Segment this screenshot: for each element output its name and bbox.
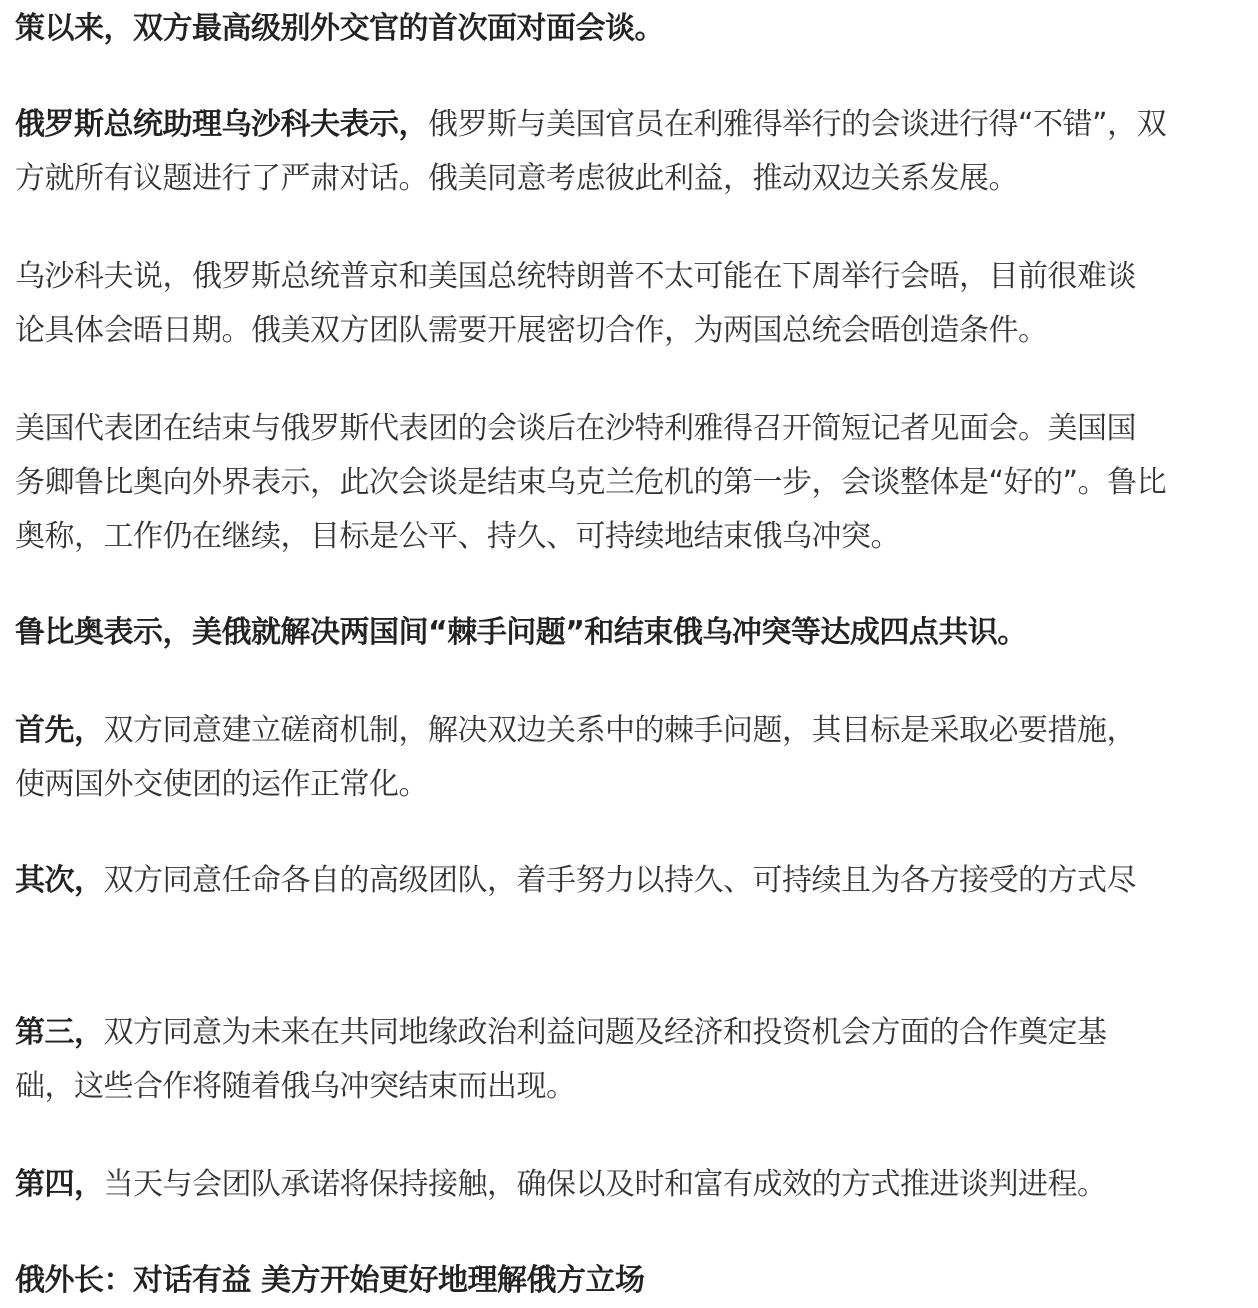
paragraph-point-third: [15, 1006, 1107, 1114]
paragraph-lead: 俄罗斯总统助理乌沙科夫表示，: [15, 107, 428, 142]
paragraph-us-delegation: [15, 402, 1166, 564]
paragraph-line: [15, 98, 1166, 152]
paragraph-text: 俄罗斯与美国官员在利雅得举行的会谈进行得“不错”，双: [428, 107, 1167, 142]
paragraph-line: 方就所有议题进行了严肃对话。俄美同意考虑彼此利益，推动双边关系发展。: [15, 161, 1018, 196]
paragraph-lead: 其次，: [15, 863, 104, 898]
paragraph-ushakov-statement: [15, 98, 1166, 206]
paragraph-line: [15, 1158, 1107, 1212]
paragraph-line: [15, 854, 1136, 908]
paragraph-lead: 第三，: [15, 1015, 104, 1050]
paragraph-line: 务卿鲁比奥向外界表示，此次会谈是结束乌克兰危机的第一步，会谈整体是“好的”。鲁比: [15, 465, 1167, 500]
paragraph-four-points: [15, 606, 1027, 660]
paragraph-line: [15, 704, 1136, 758]
paragraph-point-fourth: [15, 1158, 1107, 1212]
paragraph-lead: 首先，: [15, 713, 104, 748]
paragraph-point-first: [15, 704, 1136, 812]
paragraph-ushakov-meeting: [15, 250, 1136, 358]
paragraph-line: 乌沙科夫说，俄罗斯总统普京和美国总统特朗普不太可能在下周举行会晤，目前很难谈: [15, 259, 1136, 294]
paragraph-lead: 第四，: [15, 1167, 104, 1202]
paragraph-line: 础，这些合作将随着俄乌冲突结束而出现。: [15, 1069, 576, 1104]
paragraph-line: 奥称，工作仍在继续，目标是公平、持久、可持续地结束俄乌冲突。: [15, 519, 900, 554]
paragraph-line: 美国代表团在结束与俄罗斯代表团的会谈后在沙特利雅得召开简短记者见面会。美国国: [15, 411, 1136, 446]
paragraph-line: [15, 1006, 1107, 1060]
paragraph-next-heading: [15, 1254, 644, 1308]
paragraph-text: 当天与会团队承诺将保持接触，确保以及时和富有成效的方式推进谈判进程。: [103, 1167, 1107, 1202]
paragraph-text: 双方同意为未来在共同地缘政治利益问题及经济和投资机会方面的合作奠定基: [103, 1015, 1107, 1050]
paragraph-point-second: [15, 854, 1136, 908]
paragraph-text: 双方同意建立磋商机制，解决双边关系中的棘手问题，其目标是采取必要措施，: [103, 713, 1136, 748]
intro-line: 策以来，双方最高级别外交官的首次面对面会谈。: [15, 11, 664, 46]
paragraph-text: 双方同意任命各自的高级团队，着手努力以持久、可持续且为各方接受的方式尽: [103, 863, 1136, 898]
paragraph-line: 鲁比奥表示，美俄就解决两国间“棘手问题”和结束俄乌冲突等达成四点共识。: [15, 615, 1027, 650]
paragraph-line: 俄外长：对话有益 美方开始更好地理解俄方立场: [15, 1263, 645, 1298]
paragraph-line: 论具体会晤日期。俄美双方团队需要开展密切合作，为两国总统会晤创造条件。: [15, 313, 1048, 348]
paragraph-intro-tail: [15, 2, 664, 56]
paragraph-line: 使两国外交使团的运作正常化。: [15, 767, 428, 802]
